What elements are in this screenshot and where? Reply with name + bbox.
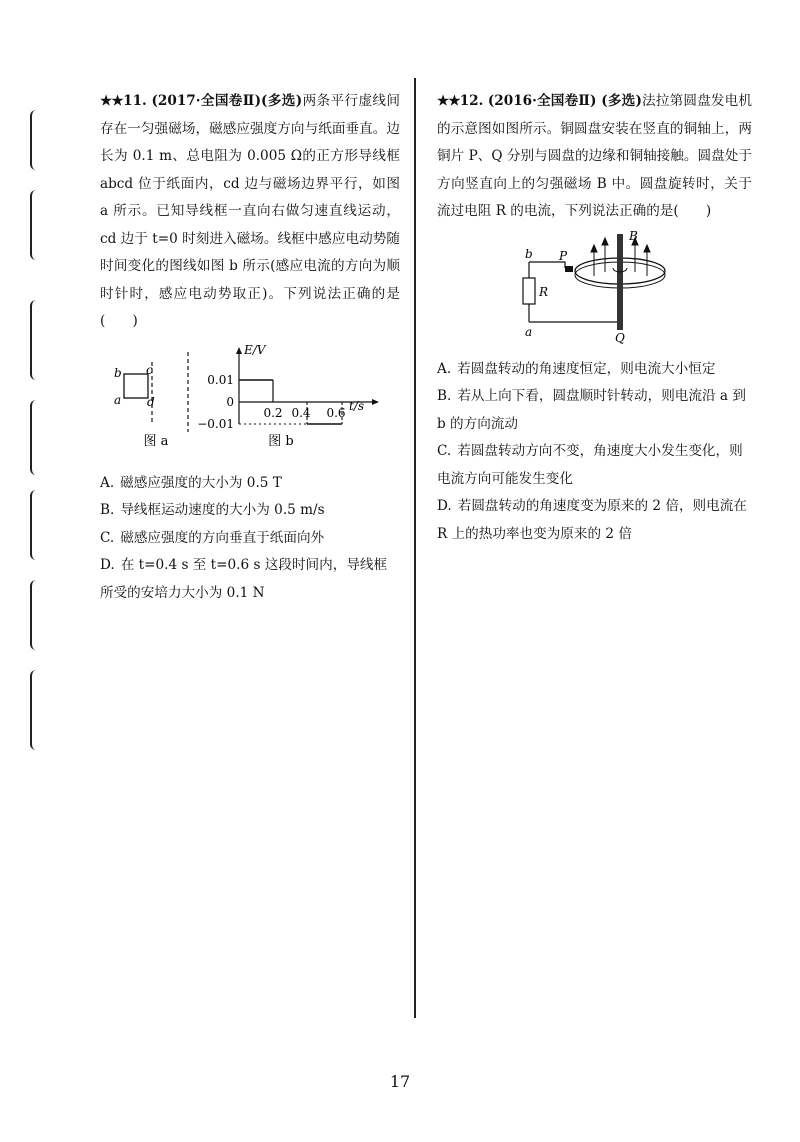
vertex-label: c	[146, 362, 153, 377]
question-source: (2017·全国卷Ⅱ)(多选)	[151, 93, 303, 109]
option-b[interactable]	[437, 383, 752, 438]
faraday-disk-svg	[437, 230, 752, 350]
y-tick-label: −0.01	[197, 416, 234, 431]
option-text: 若圆盘转动方向不变，角速度大小发生变化，则电流方向可能发生变化	[437, 443, 743, 487]
option-c[interactable]	[100, 525, 400, 553]
terminal-label-a: a	[525, 324, 533, 339]
option-text: 若圆盘转动的角速度变为原来的 2 倍，则电流在 R 上的热功率也变为原来的 2 倍	[437, 498, 747, 542]
binding-mark	[30, 580, 40, 650]
vertex-label: a	[114, 392, 122, 407]
binding-mark	[30, 190, 40, 260]
contact-label-p: P	[559, 248, 568, 263]
option-text: 若圆盘转动的角速度恒定，则电流大小恒定	[457, 360, 716, 377]
q11-figure-svg	[100, 342, 400, 462]
option-a[interactable]	[437, 356, 752, 384]
option-label: A.	[437, 360, 452, 377]
binding-mark	[30, 670, 40, 750]
option-c[interactable]	[437, 438, 752, 493]
t-axis-arrow	[372, 399, 379, 405]
figure-caption: 图 a	[143, 433, 169, 449]
difficulty-stars: ★★	[437, 93, 460, 109]
option-a[interactable]	[100, 470, 400, 498]
contact-label-q: Q	[615, 330, 625, 345]
option-label: B.	[100, 502, 115, 518]
terminal-label-b: b	[525, 246, 533, 261]
binding-mark	[30, 110, 40, 170]
x-tick-label: 0.4	[291, 405, 311, 420]
option-label: B.	[437, 388, 452, 404]
option-d[interactable]	[100, 552, 400, 607]
option-d[interactable]	[437, 493, 752, 548]
binding-mark	[30, 490, 40, 560]
question-stem-text: 两条平行虚线间存在一匀强磁场，磁感应强度方向与纸面垂直。边长为 0.1 m、总电阻为 0.005 Ω的正方形导线框 abcd 位于纸面内，cd 边与磁场边界平行，如图 a 所示。已知导线框一直向右做匀速直线运动，cd 边于 t=0 时刻进入磁场。线框中感应电动势随时间变化的图线如图 b 所示(感应电流的方向为顺时针时，感应电动势取正)。下列说法正确的是( )	[100, 93, 400, 329]
question-11	[100, 88, 400, 607]
option-text: 在 t=0.4 s 至 t=0.6 s 这段时间内，导线框所受的安培力大小为 0.1 N	[100, 557, 388, 601]
option-text: 导线框运动速度的大小为 0.5 m/s	[120, 502, 325, 518]
figure-caption: 图 b	[268, 433, 294, 449]
option-text: 若从上向下看，圆盘顺时针转动，则电流沿 a 到 b 的方向流动	[437, 388, 746, 432]
x-axis-label: t/s	[349, 398, 365, 413]
q12-figure	[437, 230, 752, 350]
q11-figures	[100, 342, 400, 462]
vertex-label: b	[114, 365, 122, 380]
column-divider	[414, 78, 416, 1018]
q12-stem	[437, 88, 752, 226]
option-text: 磁感应强度的方向垂直于纸面向外	[120, 529, 325, 546]
figure-b	[197, 343, 379, 449]
field-label-b: B	[629, 229, 638, 243]
question-stem-text: 法拉第圆盘发电机的示意图如图所示。铜圆盘安装在竖直的铜轴上，两铜片 P、Q 分别与圆盘的边缘和铜轴接触。圆盘处于方向竖直向上的匀强磁场 B 中。圆盘旋转时，关于流过电阻 R 的电流，下列说法正确的是( )	[437, 93, 752, 219]
e-axis-arrow	[236, 347, 242, 354]
y-tick-label: 0	[226, 394, 234, 409]
y-axis-label: E/V	[244, 342, 266, 357]
binding-mark	[30, 400, 40, 475]
option-label: A.	[100, 474, 115, 491]
x-tick-label: 0.6	[326, 405, 346, 420]
option-label: C.	[437, 443, 452, 459]
question-number: 12.	[459, 93, 484, 109]
vertex-label: d	[147, 394, 155, 409]
resistor-label: R	[539, 284, 549, 299]
resistor-r	[523, 278, 535, 304]
question-number: 11.	[123, 93, 147, 109]
q11-stem	[100, 88, 400, 336]
y-tick-label: 0.01	[207, 372, 234, 387]
option-b[interactable]	[100, 497, 400, 525]
option-label: D.	[437, 498, 452, 514]
option-text: 磁感应强度的大小为 0.5 T	[120, 474, 282, 491]
x-tick-label: 0.2	[263, 405, 283, 420]
binding-mark	[30, 300, 40, 380]
option-label: C.	[100, 529, 115, 546]
question-source: (2016·全国卷Ⅱ) (多选)	[487, 93, 642, 109]
difficulty-stars: ★★	[100, 93, 124, 109]
figure-a	[114, 352, 188, 449]
question-12	[437, 88, 752, 548]
copper-axle	[617, 234, 623, 330]
contact-p	[565, 266, 573, 272]
page-number: 17	[389, 1072, 411, 1091]
option-label: D.	[100, 557, 115, 573]
wire-frame-square	[124, 374, 148, 398]
